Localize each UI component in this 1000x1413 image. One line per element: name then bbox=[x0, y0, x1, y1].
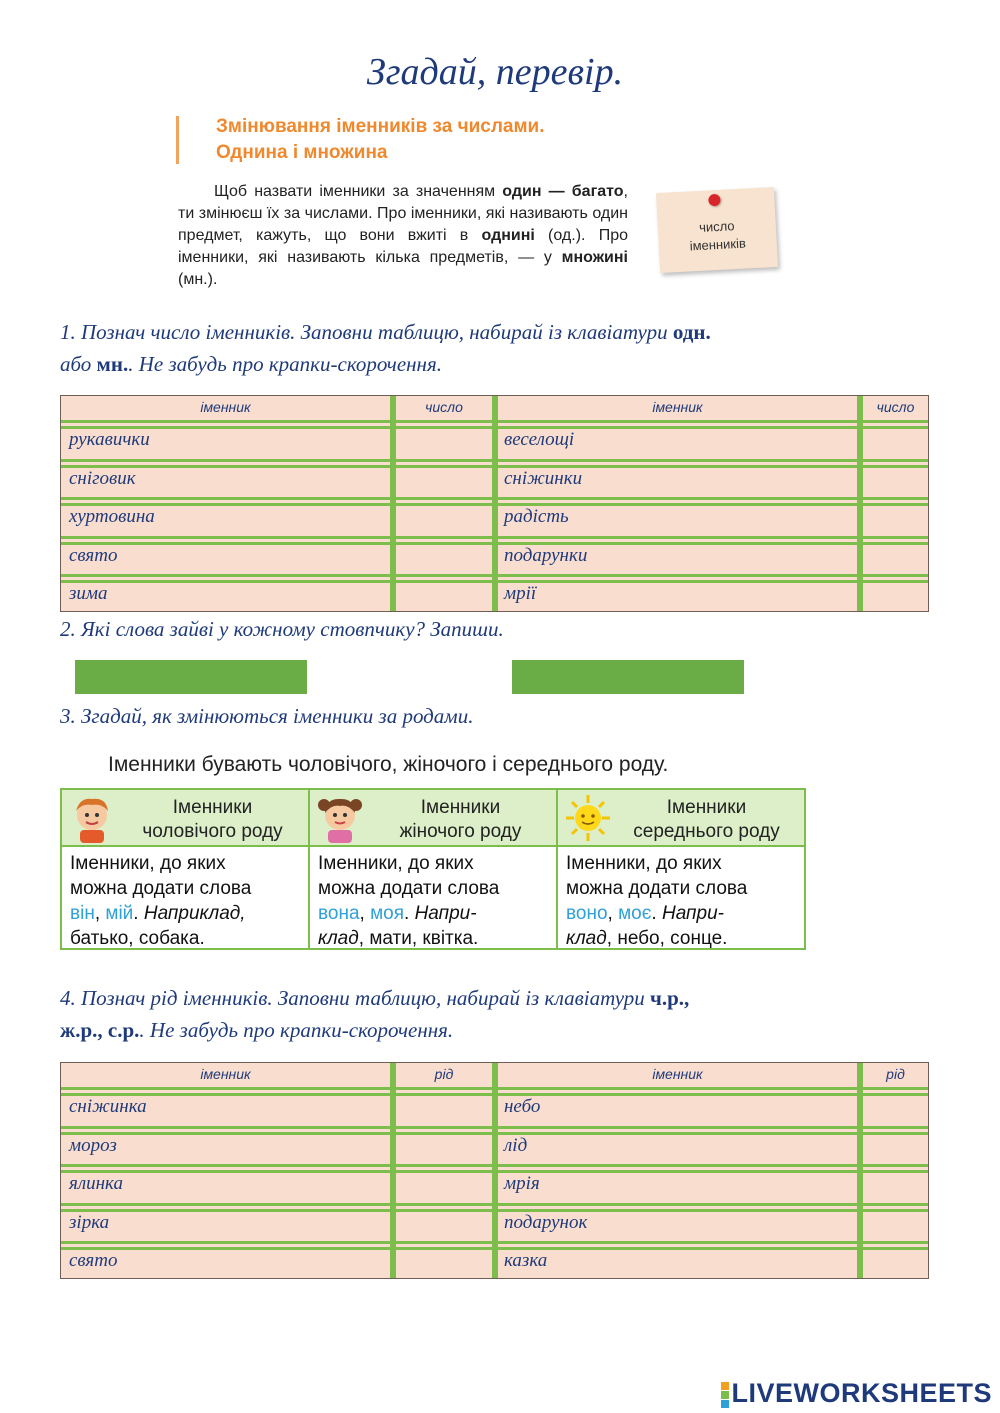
task2-instruction: 2. Які слова зайві у кожному стовпчику? Запиши. bbox=[60, 617, 504, 641]
noun-word: ялинка bbox=[69, 1173, 123, 1194]
answer-input[interactable] bbox=[400, 504, 488, 532]
rule-heading-line2: Однина і множина bbox=[216, 142, 388, 163]
pronoun-keyword: моя bbox=[370, 903, 404, 924]
rule-text-segment: однині bbox=[481, 227, 535, 244]
row-divider bbox=[61, 1247, 928, 1250]
noun-word: мрія bbox=[504, 1173, 540, 1194]
row-divider bbox=[61, 503, 928, 506]
row-divider bbox=[61, 497, 928, 500]
rule-text-segment: один — багато bbox=[502, 183, 624, 200]
noun-word: подарунок bbox=[504, 1212, 588, 1233]
pronoun-keyword: він bbox=[70, 903, 95, 924]
row-divider bbox=[61, 580, 928, 583]
answer-input[interactable] bbox=[400, 1248, 488, 1276]
noun-word: хуртовина bbox=[69, 506, 155, 527]
noun-word: сніжинка bbox=[69, 1096, 147, 1117]
answer-input[interactable] bbox=[400, 1210, 488, 1238]
row-divider bbox=[61, 1170, 928, 1173]
answer-input[interactable] bbox=[867, 543, 925, 571]
gender-header-divider bbox=[62, 845, 804, 847]
gender-header-label: Іменники середнього роду bbox=[633, 797, 780, 842]
answer-input[interactable] bbox=[867, 581, 925, 609]
rule-text-segment: (од.). Про іменники, які називають кілька предметів, — у bbox=[178, 227, 628, 266]
logo-blocks-icon bbox=[721, 1381, 729, 1409]
gender-header bbox=[62, 790, 310, 845]
number-table bbox=[60, 395, 929, 612]
boy-icon bbox=[66, 793, 118, 848]
row-divider bbox=[61, 420, 928, 423]
gender-intro: Іменники бувають чоловічого, жіночого і середнього роду. bbox=[108, 753, 669, 776]
row-divider bbox=[61, 465, 928, 468]
column-header-value: рід bbox=[434, 1066, 454, 1082]
row-divider bbox=[61, 1164, 928, 1167]
answer-box-right[interactable] bbox=[512, 660, 744, 694]
sun-icon bbox=[562, 793, 614, 848]
row-divider bbox=[61, 426, 928, 429]
answer-input[interactable] bbox=[867, 1210, 925, 1238]
task1-instruction: 1. Познач число іменників. Заповни таблицю, набирай із клавіатури одн. або мн.. Не забудь про крапки-скорочення. bbox=[60, 320, 711, 376]
noun-word: зима bbox=[69, 583, 108, 604]
example-words: , мати, квітка. bbox=[358, 928, 479, 949]
pronoun-keyword: вона bbox=[318, 903, 360, 924]
girl-icon bbox=[314, 793, 366, 848]
noun-word: веселощі bbox=[504, 429, 575, 450]
rule-text bbox=[178, 181, 628, 291]
gender-definition: Іменники, до яких можна додати слова воно, моє. Напри- клад, небо, сонце. bbox=[566, 853, 748, 949]
rule-text-segment: Щоб назвати іменники за значенням bbox=[214, 183, 503, 200]
answer-input[interactable] bbox=[400, 581, 488, 609]
column-header-value: число bbox=[425, 399, 463, 415]
noun-word: свято bbox=[69, 1250, 118, 1271]
liveworksheets-logo: LIVEWORKSHEETS bbox=[721, 1378, 992, 1409]
column-header-noun: іменник bbox=[652, 399, 703, 415]
pronoun-keyword: воно bbox=[566, 903, 608, 924]
answer-input[interactable] bbox=[400, 1094, 488, 1122]
answer-input[interactable] bbox=[400, 543, 488, 571]
column-header-noun: іменник bbox=[200, 399, 251, 415]
task3-instruction: 3. Згадай, як змінюються іменники за родами. bbox=[60, 704, 474, 728]
row-divider bbox=[61, 536, 928, 539]
answer-box-left[interactable] bbox=[75, 660, 307, 694]
gender-header-label: Іменники чоловічого роду bbox=[142, 797, 283, 842]
noun-word: радість bbox=[504, 506, 569, 527]
rule-text-segment: , ти змінюєш їх за числами. Про іменники, які називають один предмет, кажуть, що вони вжиті в bbox=[178, 183, 628, 244]
row-divider bbox=[61, 1087, 928, 1090]
noun-word: сніговик bbox=[69, 468, 136, 489]
answer-input[interactable] bbox=[400, 466, 488, 494]
note-line2: іменників bbox=[689, 235, 747, 254]
gender-header bbox=[558, 790, 804, 845]
answer-input[interactable] bbox=[867, 427, 925, 455]
answer-input[interactable] bbox=[867, 1133, 925, 1161]
answer-input[interactable] bbox=[867, 1171, 925, 1199]
row-divider bbox=[61, 1209, 928, 1212]
answer-input[interactable] bbox=[867, 466, 925, 494]
row-divider bbox=[61, 459, 928, 462]
column-header-value: число bbox=[876, 399, 915, 415]
row-divider bbox=[61, 1203, 928, 1206]
answer-input[interactable] bbox=[400, 427, 488, 455]
noun-word: рукавички bbox=[69, 429, 150, 450]
answer-input[interactable] bbox=[867, 1094, 925, 1122]
gender-table bbox=[60, 788, 806, 950]
note-line1: число bbox=[698, 218, 735, 235]
row-divider bbox=[61, 1126, 928, 1129]
example-words: , небо, сонце. bbox=[606, 928, 728, 949]
gender-column-divider bbox=[556, 790, 558, 948]
answer-input[interactable] bbox=[867, 504, 925, 532]
gender-definition: Іменники, до яких можна додати слова він, мій. Наприклад, батько, собака. bbox=[70, 853, 252, 949]
gender-definition: Іменники, до яких можна додати слова вона, моя. Напри- клад, мати, квітка. bbox=[318, 853, 500, 949]
pin-icon bbox=[708, 194, 721, 207]
gender-header bbox=[310, 790, 558, 845]
noun-word: зірка bbox=[69, 1212, 110, 1233]
noun-word: мороз bbox=[69, 1135, 117, 1156]
noun-word: лід bbox=[504, 1135, 528, 1156]
row-divider bbox=[61, 1093, 928, 1096]
noun-word: сніжинки bbox=[504, 468, 583, 489]
gender-answer-table bbox=[60, 1062, 929, 1279]
rule-text-segment: (мн.). bbox=[178, 271, 218, 288]
rule-heading-line1: Змінювання іменників за числами. bbox=[216, 116, 545, 137]
row-divider bbox=[61, 574, 928, 577]
rule-heading bbox=[216, 114, 545, 166]
noun-word: казка bbox=[504, 1250, 548, 1271]
rule-text-segment: множині bbox=[561, 249, 628, 266]
answer-input[interactable] bbox=[867, 1248, 925, 1276]
answer-input[interactable] bbox=[400, 1133, 488, 1161]
task4-instruction: 4. Познач рід іменників. Заповни таблицю, набирай із клавіатури ч.р., ж.р., с.р.. Не забудь про крапки-скорочення. bbox=[60, 986, 690, 1042]
noun-word: подарунки bbox=[504, 545, 588, 566]
noun-word: небо bbox=[504, 1096, 541, 1117]
answer-input[interactable] bbox=[400, 1171, 488, 1199]
gender-column-divider bbox=[308, 790, 310, 948]
pronoun-keyword: моє bbox=[618, 903, 652, 924]
gender-header-label: Іменники жіночого роду bbox=[399, 797, 522, 842]
row-divider bbox=[61, 1132, 928, 1135]
column-header-noun: іменник bbox=[652, 1066, 703, 1082]
column-header-noun: іменник bbox=[200, 1066, 251, 1082]
noun-word: мрії bbox=[504, 583, 537, 604]
rule-accent-bar bbox=[176, 116, 179, 164]
row-divider bbox=[61, 1241, 928, 1244]
row-divider bbox=[61, 542, 928, 545]
example-words: батько, собака. bbox=[70, 928, 205, 949]
pronoun-keyword: мій bbox=[105, 903, 134, 924]
noun-word: свято bbox=[69, 545, 118, 566]
page-title: Згадай, перевір. bbox=[366, 51, 624, 93]
sticky-note bbox=[656, 187, 778, 273]
column-header-value: рід bbox=[886, 1066, 905, 1082]
